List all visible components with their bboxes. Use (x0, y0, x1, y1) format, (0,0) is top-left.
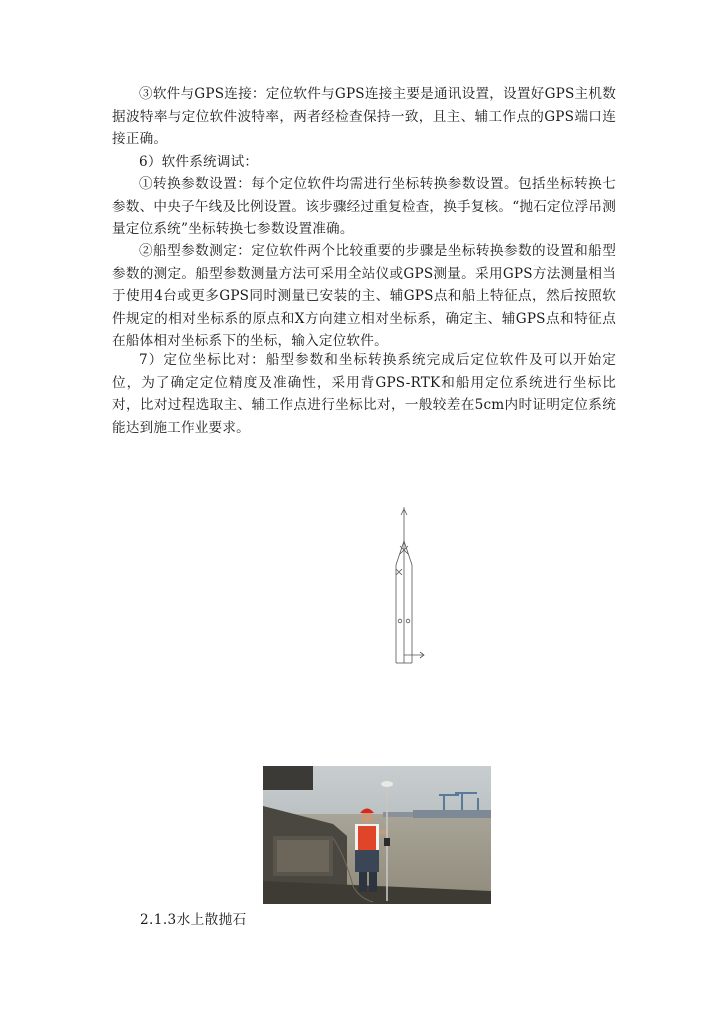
gps-aux-point (406, 619, 410, 623)
ship-coordinate-diagram (360, 505, 440, 675)
section-heading: 2.1.3水上散抛石 (140, 912, 247, 928)
paragraph-conversion-params: ①转换参数设置：每个定位软件均需进行坐标转换参数设置。包括坐标转换七参数、中央子午线及比例设置。该步骤经过重复检查，换手复核。“抛石定位浮吊测量定位系统”坐标转换七参数设置准确。 (112, 176, 616, 237)
paragraph-software-debug-heading: 6）软件系统调试： (139, 154, 259, 170)
paragraph-ship-params: ②船型参数测定：定位软件两个比较重要的步骤是坐标转换参数的设置和船型参数的测定。船型参数测量方法可采用全站仪或GPS测量。采用GPS方法测量相当于使用4台或更多GPS同时测量已安装的主、辅GPS点和船上特征点，然后按照软件规定的相对坐标系的原点和X方向建立相对坐标系，确定主、辅GPS点和特征点在船体相对坐标系下的坐标，输入定位软件。 (112, 243, 616, 349)
survey-photo (263, 766, 491, 904)
feature-point-2-mark (396, 569, 402, 575)
paragraph-coordinate-comparison: 7）定位坐标比对：船型参数和坐标转换系统完成后定位软件及可以开始定位，为了确定定位精度及准确性，采用背GPS-RTK和船用定位系统进行坐标比对，比对过程选取主、辅工作点进行坐标比对，一般较差在5cm内时证明定位系统能达到施工作业要求。 (112, 352, 616, 436)
gps-main-point (398, 619, 402, 623)
paragraph-gps-connection: ③软件与GPS连接：定位软件与GPS连接主要是通讯设置，设置好GPS主机数据波特率与定位软件波特率，两者经检查保持一致，且主、辅工作点的GPS端口连接正确。 (112, 86, 616, 147)
